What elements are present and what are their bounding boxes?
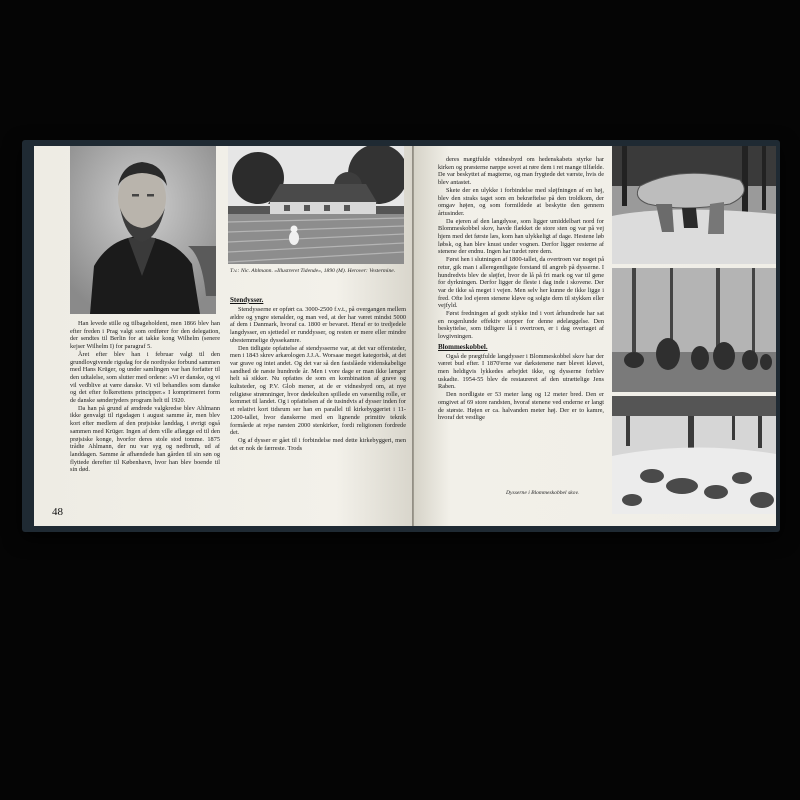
portrait-photo [70, 146, 216, 314]
paragraph: Også de prægtfulde langdysser i Blommeskobbel skov har der været bud efter. I 1870'erne var dækstenene nær blevet kløvet, men heldigvis lykkedes arbejdet ikke, og dysserne forblev uskadte. 1954-55 blev de restaureret af den utrættelige Jens Raben. [438, 352, 604, 391]
paragraph: Den tidligste opfattelse af stendysserne var, at det var offersteder, men i 1843 skrev arkæologen J.J.A. Worsaae meget kategorisk, at det var grave og intet andet. Og det var så den fastslåede videnskabelige sandhed de næste hundrede år. Men i vore dage er man ikke længer helt så sikker. Nu opfattes de som en kombination af grave og kultsteder, og P.V. Glob mener, at de er vidnesbyrd om, at nye religiøse strømninger, hvor dødekulten spillede en væsentlig rolle, er kommet til landet. Og i opfattelsen af de tusindvis af dysser inden for et relativt kort tidsrum ser han en parallel til kirkebyggeriet i 11-1200-tallet, hvor danskerne med en lignende primitiv teknik formåede at rejse næsten 2000 stenkirker, fordi religionen fordrede det. [230, 344, 406, 437]
open-book [22, 140, 780, 532]
dolmen-caption: Dysserne i Blommeskobbel skov. [506, 490, 579, 496]
right-column-text [230, 306, 406, 452]
page-number: 48 [52, 506, 63, 518]
section-heading-stendysser: Stendysser. [230, 296, 264, 304]
dolmen-photo-1 [612, 146, 776, 264]
paragraph: Da ejeren af den langdysse, som ligger umiddelbart nord for Blommeskobbel skov, havde flækket de store sten og var på vej hjem med det første læs, kom han ulykkeligt af dage. Hestene løb løbsk, og han blev knust under vognen. Derfor ligger resterne af stenene der endnu. Ingen har turdet røre dem. [438, 217, 604, 256]
paragraph: Skete der en ulykke i forbindelse med sløjfningen af en høj, blev den straks taget som en bekræftelse på den troldkom, der omgav højen, og som formildede at beskytte den gennem årtusinder. [438, 186, 604, 217]
paragraph: Først hen i slutningen af 1800-tallet, da overtroen var noget på retur, gik man i alleregentligste forstand til angreb på dysserne. I hundredvis blev de sløjfet, hvor de lå på fri mark og var til gene for dyrkningen. Derfor ligger de fleste i dag inde i skovene. Der var de ikke så meget i vejen. Men selv her kunne de ikke ligge i fred. Ofte lod ejeren stenene kløve og solgte dem til stykken eller vejfyld. [438, 256, 604, 310]
farmhouse-photo [228, 146, 404, 264]
right-page [414, 146, 776, 526]
section-heading-blommeskobbel: Blommeskobbel. [438, 342, 488, 351]
dolmen-photo-2 [612, 268, 776, 392]
left-page [34, 146, 412, 526]
paragraph: Den nordligste er 53 meter lang og 12 meter bred. Den er omgivet af 69 store randsten, hvoraf stenene ved enderne er langt de største. Højen er ca. halvanden meter høj. Der er to kamre, hvoraf det vestlige [438, 391, 604, 422]
paragraph: deres mægtfulde vidnesbyrd om hedenskabets styrke har kirken og præsterne næppe sovet at røre dem i ret mange tilfælde. De var beskyttet af magterne, og man frygtede det værste, hvis de blev antastet. [438, 156, 604, 187]
paragraph: Da han på grund af ændrede valgkredse blev Ahlmann ikke genvalgt til rigsdagen i august samme år, men blev kort efter medlem af den prøjsiske landdag, i øvrigt også sammen med Krüger. Ingen af dem ville aflægge ed til den prøjsiske konge, hvorfor deres stole stod tomme. 1875 trådte Ahlmann, der nu var syg og nedbrudt, ud af landdagen. Samme år afhændede han gården til sin søn og flyttede derefter til København, hvor han blev boende til sin død. [70, 404, 220, 474]
right-page-text [438, 156, 604, 422]
paragraph: Han levede stille og tilbageholdent, men 1866 blev han efter freden i Prag valgt som ordfører for den delegation, der sendtes til Berlin for at takke kong Wilhelm (senere kejser Wilhelm I) for paragraf 5. [70, 320, 220, 351]
paragraph: Stendysserne er opført ca. 3000-2500 f.v.t., på overgangen mellem ældre og yngre stenalder, og man ved, at der har været mindst 5000 af dem i Danmark, hvoraf ca. 1800 er bevaret. Heraf er to tredjedele langdysser, en sjettedel er runddysser, og resten er mere eller mindre ubestemmelige dyssekamre. [230, 306, 406, 344]
farmhouse-caption: T.v.: Nic. Ahlmann. »Illustreret Tidende«, 1890 (M). Herover: Vestermine. [230, 268, 396, 274]
paragraph: Og af dysser er gået til i forbindelse med dette kirkebyggeri, men det er nok de færreste. Trods [230, 436, 406, 452]
paragraph: Året efter blev han i februar valgt til den grundlovgivende rigsdag for de nordtyske forbund sammen med Hans Krüger, og under samlingen var han forfatter til den udtalelse, som slutter med ordene: »Vi er danske, og vi vil vedblive at være danske. Vi vil behandles som danske og det efter folkerettens principper.« I komprimeret form de danske sønderjyders program helt til 1920. [70, 350, 220, 405]
paragraph: Først fredningen af godt stykke ind i vort århundrede har sat en nogenlunde effektiv stopper for denne ødelæggelse. Den beskyttelse, som tidligere lå i overtroen, er i dag overtaget af lovgivningen. [438, 310, 604, 341]
left-column-text [70, 320, 220, 474]
dolmen-photo-3 [612, 396, 776, 514]
